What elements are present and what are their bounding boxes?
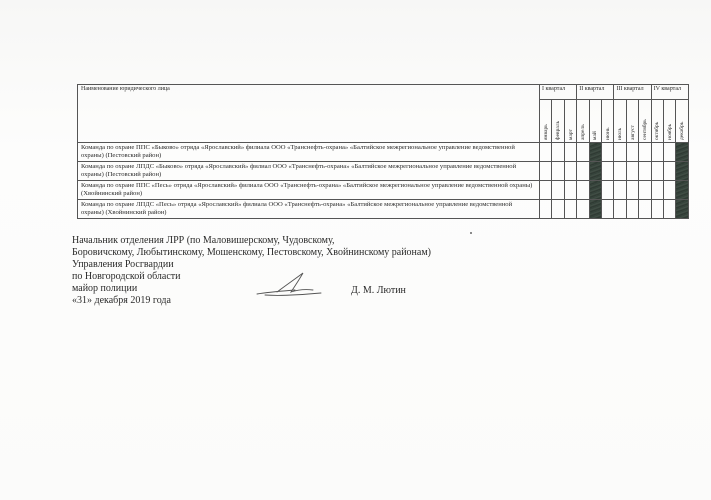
month-cell (651, 200, 663, 219)
signature-block (72, 235, 431, 307)
month-header (577, 100, 589, 143)
inspection-schedule-table (77, 84, 689, 219)
month-cell (552, 181, 564, 200)
month-label: июнь (604, 127, 611, 140)
month-label: август (629, 125, 636, 140)
signature-line: по Новгородской области (72, 271, 181, 282)
month-header (589, 100, 601, 143)
month-cell (614, 143, 626, 162)
month-label: апрель (579, 124, 586, 140)
table-row (78, 181, 689, 200)
month-cell (651, 181, 663, 200)
month-header (664, 100, 676, 143)
month-cell (639, 200, 651, 219)
month-cell (564, 200, 576, 219)
month-cell (664, 143, 676, 162)
month-cell (552, 200, 564, 219)
month-header (639, 100, 651, 143)
month-cell (614, 162, 626, 181)
month-cell (602, 143, 614, 162)
month-cell (614, 200, 626, 219)
month-cell (664, 200, 676, 219)
month-cell (639, 162, 651, 181)
month-cell (626, 181, 638, 200)
organization-name-cell: Команда по охране ППС «Песь» отряда «Ярославский» филиала ООО «Транснефть-охрана» «Балтийское межрегиональное управление ведомственной охраны) (Хвойнинский район) (78, 181, 540, 200)
month-cell (651, 162, 663, 181)
month-cell (626, 200, 638, 219)
month-header (626, 100, 638, 143)
month-cell (540, 181, 552, 200)
month-label: январь (542, 124, 549, 140)
schedule-body (78, 143, 689, 219)
month-cell (552, 162, 564, 181)
signer-name: Д. М. Лютин (351, 285, 406, 296)
month-cell (564, 181, 576, 200)
organization-name-cell: Команда по охране ППС «Быково» отряда «Ярославский» филиала ООО «Транснефть-охрана» «Балтийское межрегиональное управление ведомственной охраны) (Пестовский район) (78, 143, 540, 162)
month-cell (540, 143, 552, 162)
month-label: май (592, 131, 599, 140)
table-row (78, 200, 689, 219)
month-cell (602, 162, 614, 181)
month-cell (577, 181, 589, 200)
month-cell (577, 143, 589, 162)
month-header (676, 100, 689, 143)
signature-line: Боровичскому, Любытинскому, Мошенскому, Пестовскому, Хвойнинскому районам) (72, 247, 432, 258)
scan-speck (470, 232, 472, 234)
month-label: июль (617, 127, 624, 140)
month-header (540, 100, 552, 143)
month-header (552, 100, 564, 143)
scheduled-month-cell (676, 143, 689, 162)
month-header (651, 100, 663, 143)
month-label: март (567, 129, 574, 140)
month-cell (564, 162, 576, 181)
signature-line: «31» декабря 2019 года (72, 295, 171, 306)
signature-line: Начальник отделения ЛРР (по Маловишерскому, Чудовскому, (72, 235, 335, 246)
month-cell (577, 162, 589, 181)
scheduled-month-cell (589, 162, 601, 181)
month-header (564, 100, 576, 143)
name-column-header: Наименование юридического лица (78, 85, 540, 143)
table-row (78, 162, 689, 181)
month-cell (602, 181, 614, 200)
month-cell (626, 162, 638, 181)
month-cell (639, 143, 651, 162)
handwritten-signature (255, 270, 325, 300)
month-header (602, 100, 614, 143)
month-cell (540, 200, 552, 219)
quarter-1-header: I квартал (540, 85, 577, 100)
quarter-header-row (78, 85, 689, 100)
month-label: ноябрь (666, 123, 673, 140)
organization-name-cell: Команда по охране ЛПДС «Быково» отряда «Ярославский» филиал ООО «Транснефть-охрана» «Балтийское межрегиональное управление ведомственной охраны) (Пестовский район) (78, 162, 540, 181)
month-label: октябрь (654, 121, 661, 140)
organization-name-cell: Команда по охране ЛПДС «Песь» отряда «Ярославский» филиала ООО «Транснефть-охрана» «Балтийское межрегиональное управление ведомственной охраны) (Хвойнинский район) (78, 200, 540, 219)
month-label: сентябрь (641, 119, 648, 140)
month-cell (639, 181, 651, 200)
scheduled-month-cell (589, 200, 601, 219)
scheduled-month-cell (589, 181, 601, 200)
month-label: февраль (555, 120, 562, 140)
month-cell (626, 143, 638, 162)
month-cell (664, 162, 676, 181)
scheduled-month-cell (676, 162, 689, 181)
table-row (78, 143, 689, 162)
month-cell (577, 200, 589, 219)
scheduled-month-cell (676, 200, 689, 219)
signature-line: Управления Росгвардии (72, 259, 174, 270)
month-cell (552, 143, 564, 162)
scheduled-month-cell (589, 143, 601, 162)
scheduled-month-cell (676, 181, 689, 200)
month-label: декабрь (679, 121, 686, 140)
quarter-3-header: III квартал (614, 85, 651, 100)
quarter-4-header: IV квартал (651, 85, 688, 100)
month-header (614, 100, 626, 143)
month-cell (564, 143, 576, 162)
quarter-2-header: II квартал (577, 85, 614, 100)
month-cell (664, 181, 676, 200)
signature-line: майор полиции (72, 283, 138, 294)
month-cell (651, 143, 663, 162)
month-cell (614, 181, 626, 200)
month-cell (540, 162, 552, 181)
month-cell (602, 200, 614, 219)
